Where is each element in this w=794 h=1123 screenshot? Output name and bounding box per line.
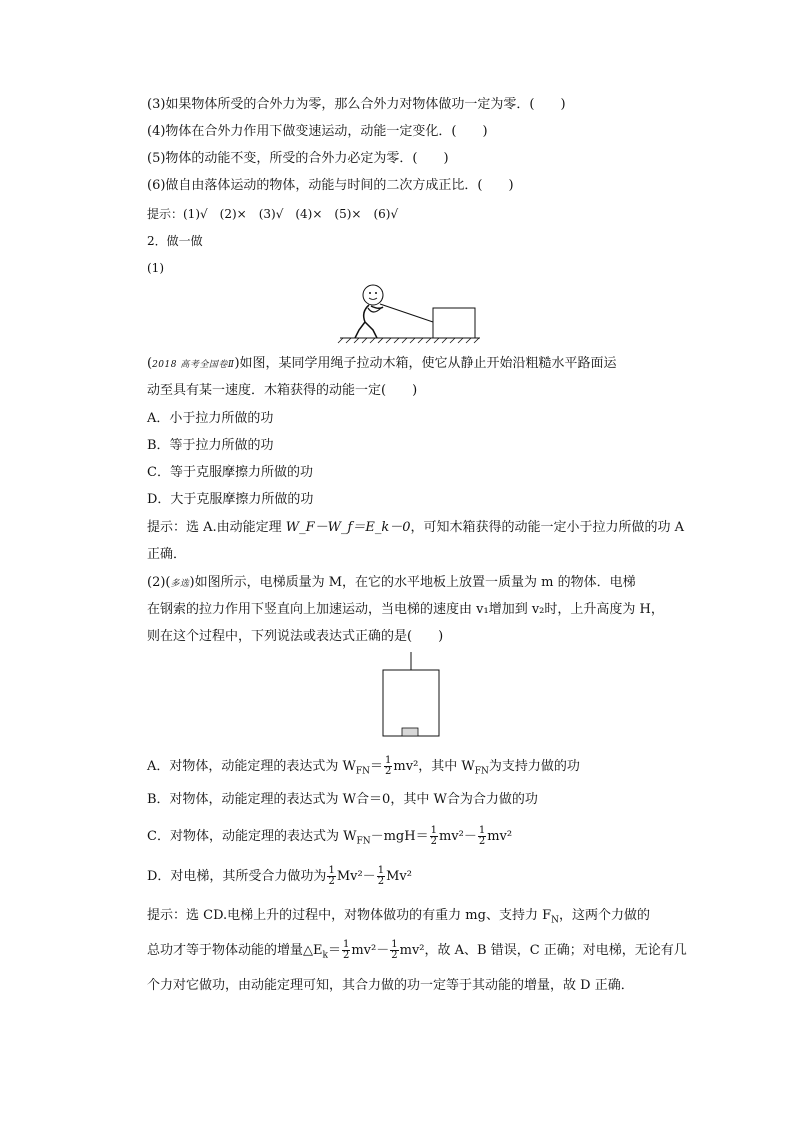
q2-stem-line1: (2)(多选)如图所示，电梯质量为 M，在它的水平地板上放置一质量为 m 的物体．电梯 [147, 575, 636, 590]
q1-option-c: C．等于克服摩擦力所做的功 [147, 465, 313, 480]
q2-optA-sub2: FN [474, 766, 489, 777]
q1-stem-line2: 动至具有某一速度．木箱获得的动能一定( ) [147, 383, 418, 398]
q2-hint1-sub: N [551, 915, 559, 926]
q2-optA-post: mv²，其中 W [393, 759, 475, 774]
q2-hint1-end: ，这两个力做的 [558, 908, 650, 923]
q2-hint2-eq: ＝ [327, 943, 341, 958]
q1-hint-pre: 提示：选 A.由动能定理 [147, 520, 286, 535]
judgement-3: (3)如果物体所受的合外力为零，那么合外力对物体做功一定为零．( ) [147, 97, 566, 112]
fraction-half: $\frac{1}{2}$ [430, 825, 437, 847]
q2-tag: 多选 [170, 579, 190, 589]
q1-hint-post: ，可知木箱获得的动能一定小于拉力所做的功 A [410, 520, 685, 535]
q2-optD-end: Mv² [386, 869, 412, 884]
q1-hint-formula: W_F－W_f＝E_k－0 [285, 520, 411, 535]
q1-stem-line1 [147, 354, 617, 375]
q1-option-a: A．小于拉力所做的功 [147, 411, 274, 426]
q2-optC-pre: C．对物体，动能定理的表达式为 W [147, 829, 357, 844]
q1-hint-line1 [147, 518, 684, 538]
q1-paren-open: ( [147, 356, 153, 371]
fraction-half: $\frac{1}{2}$ [391, 939, 398, 961]
q2-optC-mid: －mgH＝ [370, 829, 429, 844]
q2-option-a [147, 756, 580, 782]
fraction-half: $\frac{1}{2}$ [377, 865, 385, 887]
q2-hint1-text: 提示：选 CD.电梯上升的过程中，对物体做功的有重力 mg、支持力 F [147, 908, 552, 923]
figure-elevator [378, 650, 444, 740]
q2-optA-sub: FN [355, 766, 371, 777]
q2-optC-sub: FN [356, 836, 371, 847]
q2-optA-eq: ＝ [370, 759, 384, 774]
judgement-5: (5)物体的动能不变，所受的合外力必定为零．( ) [147, 151, 449, 166]
q2-number: (2) [147, 575, 166, 590]
q1-option-b: B．等于拉力所做的功 [147, 438, 274, 453]
hint-answers: 提示：(1)√ (2)× (3)√ (4)× (5)× (6)√ [147, 207, 399, 221]
q2-stem-line3: 则在这个过程中，下列说法或表达式正确的是( ) [147, 629, 444, 644]
q2-hint2-pre: 总功才等于物体动能的增量△E [147, 943, 323, 958]
judgement-4: (4)物体在合外力作用下做变速运动，动能一定变化．( ) [147, 124, 488, 139]
q2-optC-end: mv² [487, 829, 513, 844]
q2-stem-line2: 在钢索的拉力作用下竖直向上加速运动，当电梯的速度由 v₁增加到 v₂时，上升高度为 H， [147, 602, 664, 617]
q2-optD-pre: D．对电梯，其所受合力做功为 [147, 869, 327, 884]
q1-option-d: D．大于克服摩擦力所做的功 [147, 492, 314, 507]
fraction-half: $\frac{1}{2}$ [342, 939, 350, 961]
q1-number: (1) [147, 261, 164, 275]
q2-hint-line3: 个力对它做功，由动能定理可知，其合力做的功一定等于其动能的增量，故 D 正确． [147, 978, 634, 993]
fraction-half: $\frac{1}{2}$ [478, 825, 486, 847]
q2-option-c [147, 826, 512, 852]
q1-stem-text: )如图，某同学用绳子拉动木箱，使它从静止开始沿粗糙水平路面运 [234, 356, 617, 371]
q1-hint-line2: 正确． [147, 547, 187, 562]
q2-hint-line1 [147, 906, 650, 931]
q2-hint2-sub: k [322, 950, 328, 961]
q2-optA-pre: A．对物体，动能定理的表达式为 W [147, 759, 356, 774]
fraction-half: $\frac{1}{2}$ [385, 755, 392, 777]
q1-source-tag: 2018 高考全国卷Ⅱ [152, 360, 235, 370]
q2-hint2-post: mv²，故 A、B 错误，C 正确；对电梯，无论有几 [399, 943, 687, 958]
q2-optC-post: mv²－ [438, 829, 477, 844]
section-title: 2．做一做 [147, 234, 203, 248]
q2-stem-text1: 如图所示，电梯质量为 M，在它的水平地板上放置一质量为 m 的物体．电梯 [194, 575, 636, 590]
fraction-half: $\frac{1}{2}$ [328, 865, 335, 887]
q2-optD-mid: Mv²－ [336, 869, 376, 884]
q2-hint2-mid: mv²－ [351, 943, 390, 958]
q2-option-b: B．对物体，动能定理的表达式为 W合＝0，其中 W合为合力做的功 [147, 792, 538, 807]
figure-person-pulling-box [335, 282, 485, 346]
judgement-6: (6)做自由落体运动的物体，动能与时间的二次方成正比．( ) [147, 178, 514, 193]
q2-optA-post2: 为支持力做的功 [488, 759, 580, 774]
q2-hint-line2 [147, 940, 687, 966]
q2-option-d [147, 866, 412, 887]
